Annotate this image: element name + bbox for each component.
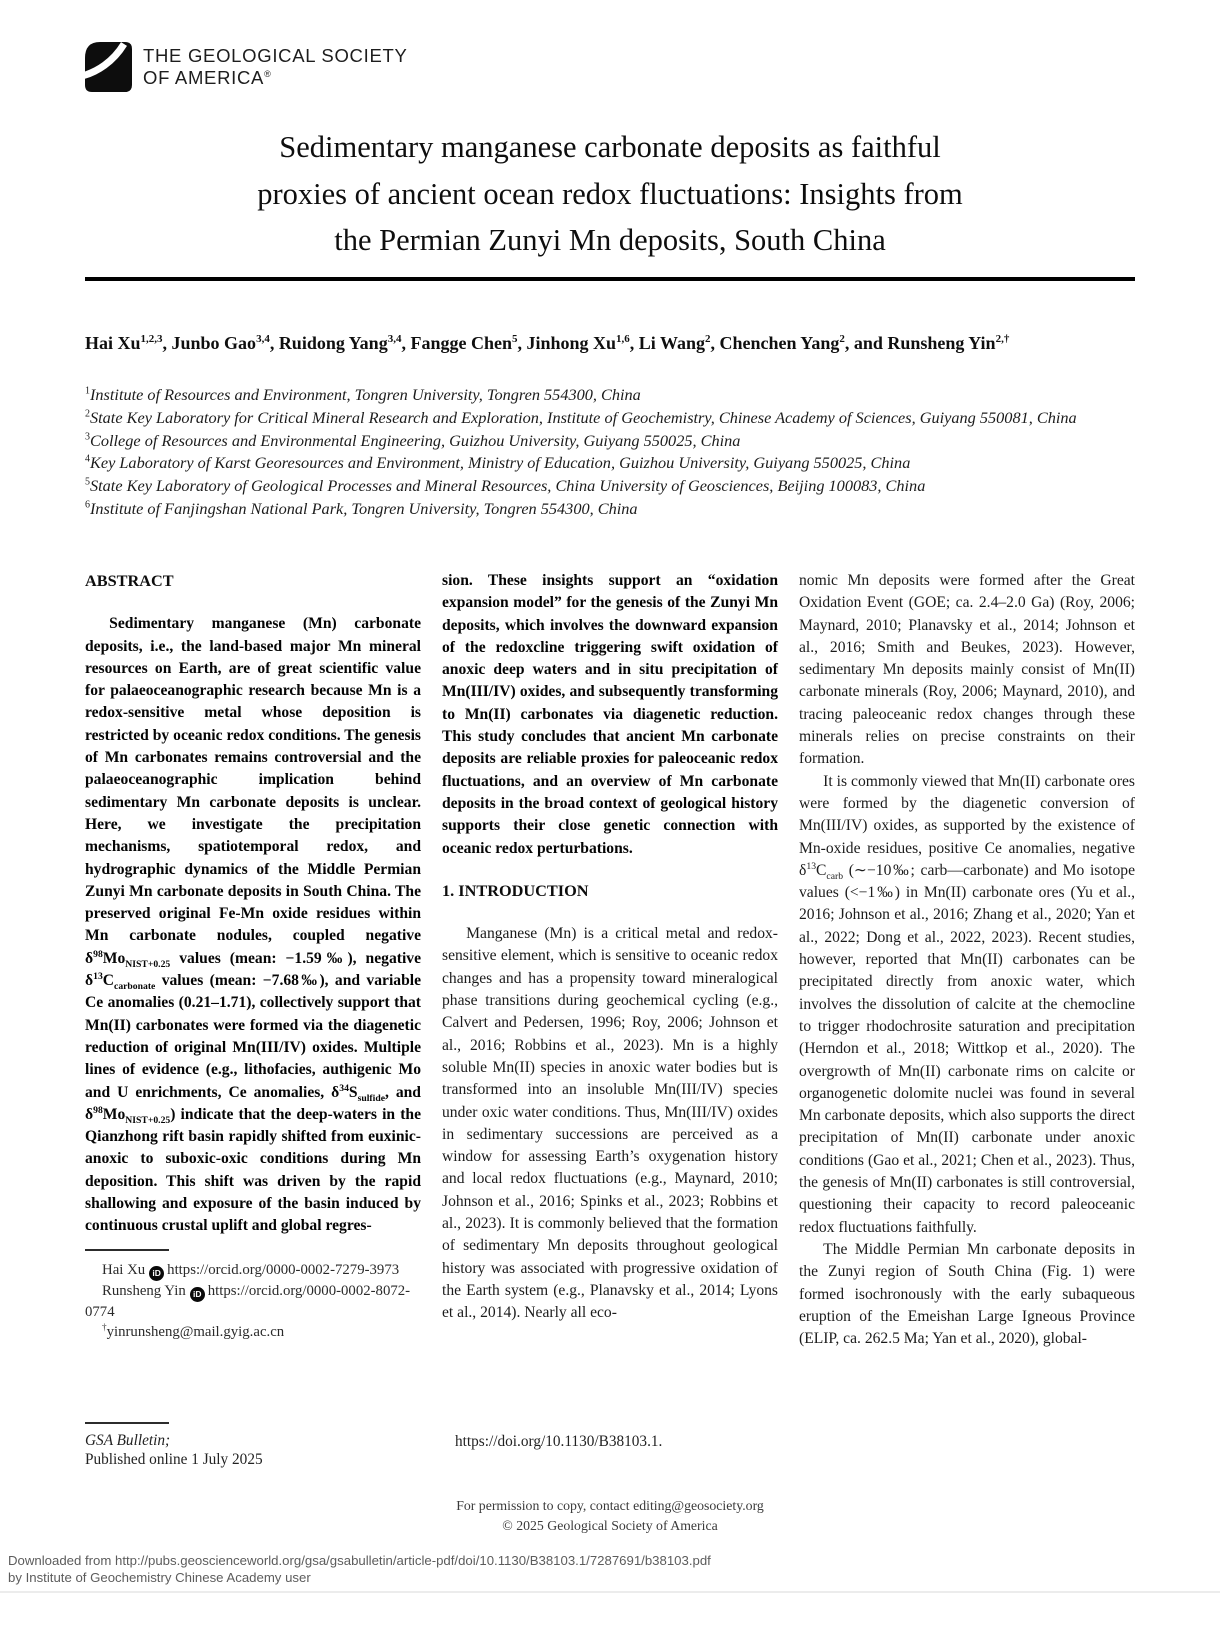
affiliation-6: $^6$Institute of Fanjingshan National Park, Tongren University, Tongren 554300, China xyxy=(85,498,638,518)
publisher-name-line1: THE GEOLOGICAL SOCIETY xyxy=(143,45,408,66)
orcid-icon: iD xyxy=(190,1287,205,1302)
published-date: Published online 1 July 2025 xyxy=(85,1451,263,1468)
orcid-icon: iD xyxy=(149,1266,164,1281)
download-notice-line1: Downloaded from http://pubs.geoscienceworld.org/gsa/gsabulletin/article-pdf/doi/10.1130/B38103.1/7287691/b38103.pdf xyxy=(8,1553,711,1568)
orcid-line-1 xyxy=(85,1260,421,1281)
footnote-rule xyxy=(85,1249,169,1251)
corresponding-email: †yinrunsheng@mail.gyig.ac.cn xyxy=(102,1322,285,1341)
journal-name: GSA Bulletin; xyxy=(85,1432,171,1449)
body-columns xyxy=(85,570,1135,1350)
permission-block xyxy=(85,1496,1135,1535)
abstract-heading: ABSTRACT xyxy=(85,571,174,590)
author-list: Hai Xu$^{1,2,3}$, Junbo Gao$^{3,4}$, Ruidong Yang$^{3,4}$, Fangge Chen$^5$, Jinhong Xu$^{1,6}$, Li Wang$^2$, Chenchen Yang$^2$, and Runsheng Yin$^{2,\dagger}$ xyxy=(85,333,1010,353)
introduction-paragraph-continued: nomic Mn deposits were formed after the Great Oxidation Event (GOE; ca. 2.4–2.0 Ga) (Roy, 2006; Maynard, 2010; Planavsky et al., 2014; Johnson et al., 2016; Smith and Beukes, 2023). However, sedimentary Mn deposits mainly consist of Mn(II) carbonate minerals (Roy, 2006; Maynard, 2010), and tracing paleoceanic redox changes through these minerals relies on precise constraints on their formation. xyxy=(799,572,1135,768)
title-line: proxies of ancient ocean redox fluctuations: Insights from xyxy=(257,176,963,211)
affiliation-2: $^2$State Key Laboratory for Critical Mineral Research and Exploration, Institute of Geochemistry, Chinese Academy of Sciences, Guiyang 550081, China xyxy=(85,407,1077,427)
author-footnotes xyxy=(85,1260,421,1344)
introduction-paragraph: It is commonly viewed that Mn(II) carbonate ores were formed by the diagenetic conversion of Mn(III/IV) oxides, as supported by the existence of Mn-oxide residues, positive Ce anomalies, negative $\delta^{13}C_{carb}$ (∼−10‰; carb—carbonate) and Mo isotope values (<−1‰) in Mn(II) carbonate ores (Yu et al., 2016; Johnson et al., 2016; Zhang et al., 2020; Yan et al., 2022; Dong et al., 2022, 2023). Recent studies, however, reported that Mn(II) carbonates can be precipitated directly from anoxic water, which involves the dissolution of calcite at the chemocline to trigger rhodochrosite saturation and precipitation (Herndon et al., 2018; Wittkop et al., 2020). The overgrowth of Mn(II) carbonate rims on calcite or organogenetic dolomite nuclei was found in several Mn carbonate deposits, which also supports the direct precipitation of Mn(II) carbonate under anoxic conditions (Gao et al., 2021; Chen et al., 2023). Thus, the genesis of Mn(II) carbonates is still controversial, questioning their capacity to record paleoceanic redox fluctuations faithfully. xyxy=(799,772,1135,1236)
column-2 xyxy=(442,570,778,1350)
doi-text: https://doi.org/10.1130/B38103.1. xyxy=(455,1433,663,1450)
orcid-url: https://orcid.org/0000-0002-8072-0774 xyxy=(85,1282,411,1320)
orcid-author-name: Runsheng Yin xyxy=(102,1282,186,1299)
introduction-heading: 1. INTRODUCTION xyxy=(442,880,589,900)
introduction-paragraph: Manganese (Mn) is a critical metal and redox-sensitive element, which is sensitive to oceanic redox changes and has a propensity toward mineralogical phase transitions during geochemical cycling (e.g., Calvert and Pedersen, 1996; Roy, 2006; Johnson et al., 2016; Robbins et al., 2023). Mn is a highly soluble Mn(II) species in anoxic water bodies but is transformed into an insoluble Mn(III/IV) species under oxic water conditions. Thus, Mn(III/IV) oxides in sedimentary successions are perceived as a window for assessing Earth’s oxygenation history and local redox fluctuations (e.g., Maynard, 2010; Johnson et al., 2016; Spinks et al., 2023; Robbins et al., 2023). It is commonly believed that the formation of sedimentary Mn deposits throughout geological history was associated with progressive oxidation of the Earth system (e.g., Planavsky et al., 2014; Lyons et al., 2014). Nearly all eco- xyxy=(442,925,778,1322)
publisher-name-line2: OF AMERICA® xyxy=(143,67,272,88)
abstract-paragraph-continued: sion. These insights support an “oxidation expansion model” for the genesis of the Zunyi Mn deposits, which involves the downward expansion of the redoxcline triggering swift oxidation of anoxic deep waters and in situ precipitation of Mn(III/IV) oxides, and subsequently transforming to Mn(II) carbonates via diagenetic reduction. This study concludes that ancient Mn carbonate deposits are reliable proxies for paleoceanic redox fluctuations, and an overview of Mn carbonate deposits in the broad context of geological history supports their close genetic connection with oceanic redox perturbations. xyxy=(442,572,778,857)
affiliations xyxy=(85,384,1133,521)
download-notice xyxy=(0,1551,1220,1593)
affiliation-4: $^4$Key Laboratory of Karst Georesources and Environment, Ministry of Education, Guizhou University, Guiyang 550025, China xyxy=(85,453,911,473)
gsa-logo-icon xyxy=(85,42,132,92)
affiliation-5: $^5$State Key Laboratory of Geological Processes and Mineral Resources, China University of Geosciences, Beijing 100083, China xyxy=(85,476,926,496)
affiliation-3: $^3$College of Resources and Environmental Engineering, Guizhou University, Guiyang 550025, China xyxy=(85,430,741,450)
affiliation-1: $^1$Institute of Resources and Environment, Tongren University, Tongren 554300, China xyxy=(85,385,641,404)
orcid-line-2 xyxy=(85,1281,421,1323)
title-line: the Permian Zunyi Mn deposits, South China xyxy=(334,223,886,257)
column-1 xyxy=(85,570,421,1350)
orcid-author-name: Hai Xu xyxy=(102,1261,146,1278)
abstract-paragraph: Sedimentary manganese (Mn) carbonate deposits, i.e., the land-based major Mn mineral resources on Earth, are of great scientific value for palaeoceanographic research because Mn is a redox-sensitive metal whose deposition is restricted by oceanic redox conditions. The genesis of Mn carbonates remains controversial and the palaeoceanographic implication behind sedimentary Mn carbonate deposits is unclear. Here, we investigate the precipitation mechanisms, spatiotemporal redox, and hydrographic dynamics of the Middle Permian Zunyi Mn carbonate deposits in South China. The preserved original Fe-Mn oxide residues within Mn carbonate nodules, coupled negative $\delta^{98}Mo_{NIST+0.25}$ values (mean: −1.59‰), negative $\delta^{13}C_{carbonate}$ values (mean: −7.68‰), and variable Ce anomalies (0.21–1.71), collectively support that Mn(II) carbonates were formed via the diagenetic reduction of original Mn(III/IV) oxides. Multiple lines of evidence (e.g., lithofacies, authigenic Mo and U enrichments, Ce anomalies, $\delta^{34}S_{sulfide}$, and $\delta^{98}Mo_{NIST+0.25}$) indicate that the deep-waters in the Qianzhong rift basin rapidly shifted from euxinic-anoxic to suboxic-oxic conditions during Mn deposition. This shift was driven by the rapid shallowing and exposure of the basin induced by continuous crustal uplift and global regres- xyxy=(85,615,421,1235)
title-line: Sedimentary manganese carbonate deposits as faithful xyxy=(279,130,941,164)
publisher-masthead xyxy=(85,42,408,92)
column-3 xyxy=(799,570,1135,1350)
orcid-url: https://orcid.org/0000-0002-7279-3973 xyxy=(167,1261,400,1278)
copyright-line: © 2025 Geological Society of America xyxy=(502,1517,718,1533)
title-divider-rule xyxy=(85,277,1135,281)
publisher-name xyxy=(143,42,408,89)
article-title xyxy=(85,124,1135,264)
footer-rule xyxy=(85,1422,169,1424)
permission-line: For permission to copy, contact editing@geosociety.org xyxy=(456,1498,764,1513)
download-notice-line2: by Institute of Geochemistry Chinese Academy user xyxy=(8,1569,311,1585)
citation-block xyxy=(85,1431,263,1469)
introduction-paragraph: The Middle Permian Mn carbonate deposits in the Zunyi region of South China (Fig. 1) were formed isochronously with the early subaqueous eruption of the Emeishan Large Igneous Province (ELIP, ca. 262.5 Ma; Yan et al., 2020), global- xyxy=(799,1240,1135,1348)
